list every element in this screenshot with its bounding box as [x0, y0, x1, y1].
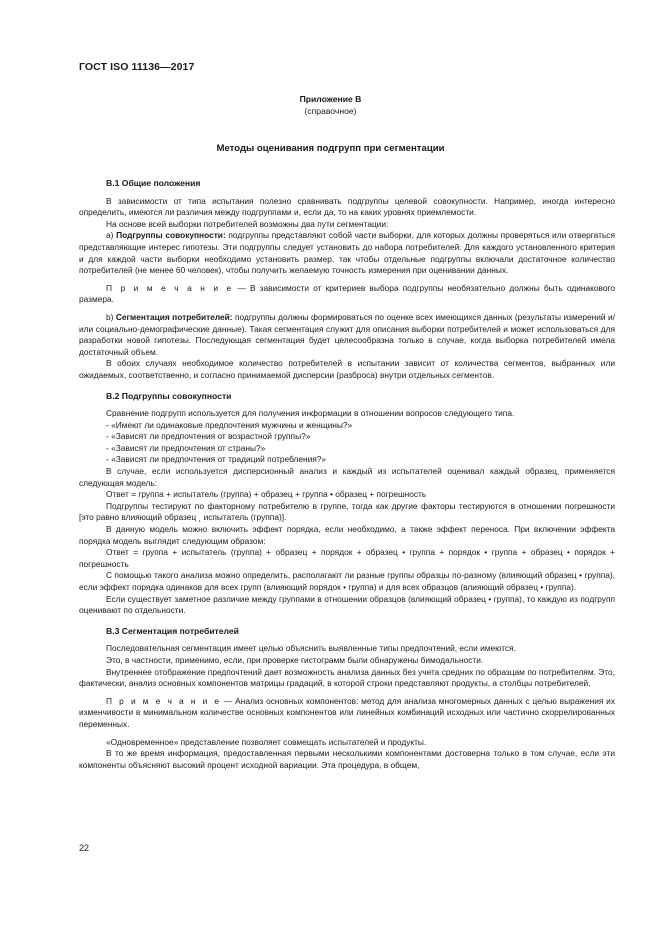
annex-block	[0, 93, 661, 117]
annex-status: (справочное)	[304, 106, 357, 116]
section-b1-item-a	[79, 230, 615, 276]
item-a-prefix: а)	[106, 230, 117, 241]
document-body	[79, 178, 615, 771]
question-list-item: - «Зависят ли предпочтения от традиций потребления?»	[106, 454, 327, 465]
section-b2-paragraph: В случае, если используется дисперсионный анализ и каждый из испытателей оценивал каждый образец, применяется следующая модель:	[79, 466, 615, 488]
section-b3-paragraph: «Одновременное» представление позволяет совмещать испытателей и продукты.	[106, 736, 427, 747]
section-b3-paragraph: Это, в частности, применимо, если, при проверке гистограмм были обнаружены бимодальности.	[106, 654, 484, 665]
section-b3-paragraph: Внутреннее отображение предпочтений дает возможность анализа данных без учета средних по образцам по потребителям. Это, фактически, анализ основных компонентов матрицы градаций, в которой строки представляют продукты, а столбцы потребителей.	[79, 666, 615, 689]
section-b2-heading: В.2 Подгруппы совокупности	[106, 390, 232, 401]
note-text: — В зависимости от критериев выбора подгруппы необязательно должны быть одинакового размера.	[79, 282, 615, 305]
annex-title: Приложение В	[299, 94, 362, 104]
section-b1-note	[79, 283, 615, 306]
note-text: — Анализ основных компонентов: метод для анализа многомерных данных с целью выражения их изменчивости в минимальном количестве основных компонентов или линейных комбинаций исходных или частично скоррелированных переменных.	[79, 695, 615, 729]
section-b2-paragraph: Подгруппы тестируют по факторному потребителю в группе, тогда как другие факторы тестируются в отношении погрешности [это равно влияющий образец ˛ испытатель (группа)].	[79, 500, 615, 523]
section-b3-paragraph: Последовательная сегментация имеет целью объяснить выявленные типы предпочтений, если имеются.	[106, 643, 516, 654]
section-b3-paragraph: В то же время информация, предоставленная первыми несколькими компонентами достоверна только в том случае, если эти компоненты объясняют высокий процент исходной вариации. Эта процедура, в общем,	[79, 748, 615, 770]
question-list-item: - «Зависят ли предпочтения от страны?»	[106, 442, 266, 453]
note-label: П р и м е ч а н и е	[106, 282, 234, 293]
item-a-text: подгруппы представляют собой части выборки, для которых должны проверяться или отвергаться представляющие интерес гипотезы. Эти подгруппы следует установить до набора потребителей. Для каждого установленного критерия и для каждой части выборки необходимо установить размер, так чтобы отдельные подгруппы включали достаточное количество потребителей (не менее 60 человек), чтобы получить желаемую точность измерения при оценивании данных.	[79, 230, 615, 276]
section-b1-paragraph: В зависимости от типа испытания полезно сравнивать подгруппы целевой совокупности. Например, иногда интересно определить, имеются ли различия между подгруппами и, если да, то на каких уровнях приемлемости.	[79, 195, 615, 218]
section-b3-note	[79, 696, 615, 731]
section-b1-paragraph: В обоих случаях необходимое количество потребителей в испытании зависит от количества сегментов, выбранных или ожидаемых, соответственно, и согласно принимаемой дисперсии (разброса) внутри отдельных сегментов.	[79, 358, 615, 380]
section-b2-paragraph: Сравнение подгрупп используется для получения информации в отношении вопросов следующего типа.	[106, 408, 515, 419]
item-a-term: Подгруппы совокупности:	[116, 230, 226, 241]
section-b2-paragraph: С помощью такого анализа можно определить, располагают ли разные группы образцы по-разному (влияющий образец • группа), если эффект порядка одинаков для всех групп (влияющий порядок • группа) и для всех образцов (влияющий образец • группа).	[79, 570, 615, 592]
section-b2-paragraph: В данную модель можно включить эффект порядка, если необходимо, а также эффект переноса. При включении эффекта порядка модель выглядит следующим образом:	[79, 524, 615, 546]
section-b1-heading: В.1 Общие положения	[106, 178, 201, 188]
standard-code-header: ГОСТ ISO 11136—2017	[79, 61, 195, 73]
note-label: П р и м е ч а н и е	[106, 695, 222, 706]
item-b-prefix: b)	[106, 311, 116, 322]
question-list-item: - «Имеют ли одинаковые предпочтения мужчины и женщины?»	[106, 419, 353, 430]
question-list-item: - «Зависят ли предпочтения от возрастной группы?»	[106, 431, 311, 442]
section-b3-heading: В.3 Сегментация потребителей	[106, 625, 239, 636]
model-formula: Ответ = группа + испытатель (группа) + образец + порядок + образец • группа + порядок • группа + образец • порядок + погрешность	[79, 547, 615, 569]
section-b1-item-b	[79, 312, 615, 358]
section-b1-paragraph: На основе всей выборки потребителей возможны два пути сегментации:	[106, 218, 389, 229]
item-b-term: Сегментация потребителей:	[115, 311, 233, 322]
model-formula: Ответ = группа + испытатель (группа) + образец + группа • образец + погрешность	[106, 489, 427, 500]
item-b-text: подгруппы должны формироваться по оценке всех имеющихся данных (результаты измерений и/или социально-демографические данные). Такая сегментация служит для описания выборки потребителей и может использоваться для разработки новой гипотезы. Последующая сегментация будет целесообразна только в случае, когда выборка потребителей имела достаточный объем.	[79, 311, 615, 357]
section-b2-paragraph: Если существует заметное различие между группами в отношении образцов (влияющий образец • группа), то каждую из подгрупп оценивают по отдельности.	[79, 593, 615, 616]
document-title: Методы оценивания подгрупп при сегментации	[216, 143, 445, 154]
page-number: 22	[79, 843, 90, 853]
